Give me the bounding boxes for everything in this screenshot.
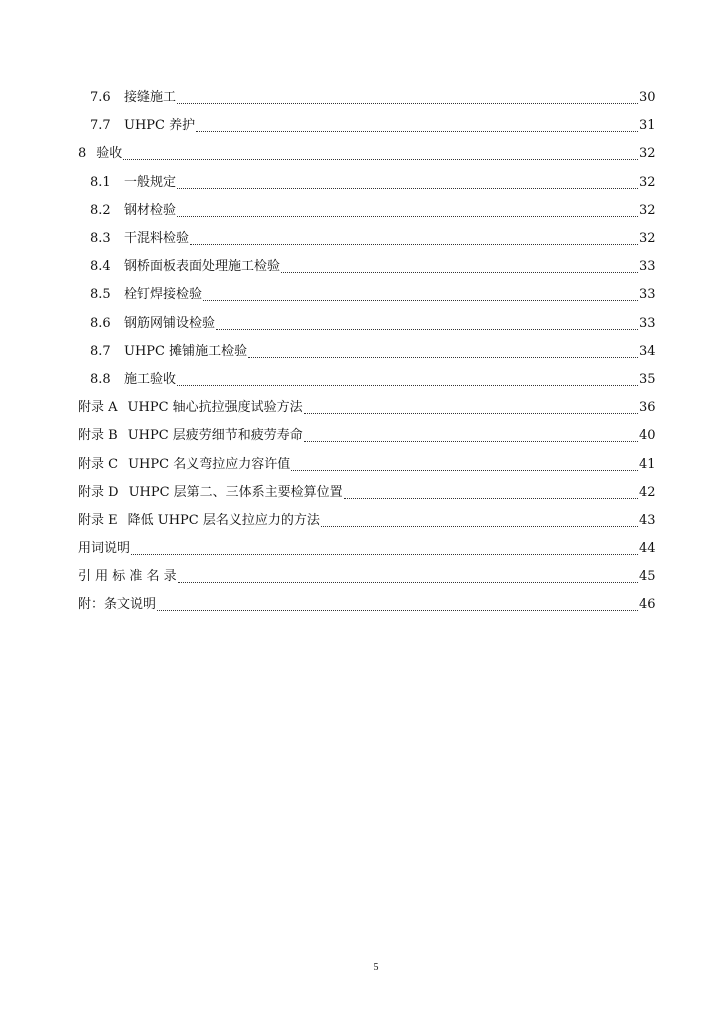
toc-entry-title: 栓钉焊接检验 [124, 287, 203, 303]
toc-entry-number: 附录 D [78, 484, 119, 500]
dot-leader [177, 102, 638, 104]
toc-entry-number: 附录 B [78, 428, 118, 444]
toc-entry-page: 44 [639, 541, 656, 557]
dot-leader [177, 187, 638, 189]
dot-leader [203, 299, 638, 301]
toc-entry-title: UHPC 层第二、三体系主要检算位置 [128, 484, 343, 500]
toc-entry[interactable] [0, 563, 724, 591]
toc-entry-title: UHPC 层疲劳细节和疲劳寿命 [127, 428, 303, 444]
dot-leader [177, 384, 638, 386]
dot-leader [304, 412, 638, 414]
toc-entry-number: 8.4 [90, 259, 111, 275]
toc-entry[interactable] [0, 281, 724, 309]
dot-leader [281, 271, 638, 273]
toc-entry[interactable] [0, 197, 724, 225]
toc-entry-title: 钢材检验 [124, 202, 177, 218]
toc-entry[interactable] [0, 253, 724, 281]
toc-entry-title: UHPC 摊铺施工检验 [124, 343, 248, 359]
dot-leader [291, 469, 638, 471]
toc-entry-page: 35 [639, 371, 656, 387]
toc-entry[interactable] [0, 310, 724, 338]
toc-entry-number: 附录 E [78, 512, 118, 528]
dot-leader [178, 581, 638, 583]
toc-entry-number: 附录 C [78, 456, 119, 472]
toc-entry-title: 钢筋网铺设检验 [124, 315, 216, 331]
dot-leader [157, 609, 638, 611]
toc-entry-number: 8.6 [90, 315, 111, 331]
toc-entry-number: 8.5 [90, 287, 111, 303]
toc-entry-page: 46 [639, 597, 656, 613]
toc-entry-page: 33 [639, 315, 656, 331]
dot-leader [344, 497, 638, 499]
dot-leader [196, 130, 638, 132]
toc-entry-page: 41 [639, 456, 656, 472]
toc-entry-number: 附录 A [78, 400, 118, 416]
toc-entry-page: 32 [639, 174, 656, 190]
toc-entry-title: 钢桥面板表面处理施工检验 [124, 259, 281, 275]
toc-entry-title: UHPC 名义弯拉应力容许值 [128, 456, 291, 472]
toc-entry[interactable] [0, 338, 724, 366]
toc-entry-page: 31 [639, 118, 656, 134]
toc-entry-number: 7.6 [90, 90, 111, 106]
dot-leader [321, 525, 638, 527]
dot-leader [216, 328, 638, 330]
dot-leader [177, 215, 638, 217]
dot-leader [304, 440, 638, 442]
toc-entry-title: 干混料检验 [124, 231, 190, 247]
toc-entry-page: 32 [639, 202, 656, 218]
toc-entry[interactable] [0, 591, 724, 619]
toc-entry-title: 用词说明 [78, 541, 131, 557]
toc-entry-page: 30 [639, 90, 656, 106]
toc-entry-page: 40 [639, 428, 656, 444]
toc-entry-page: 36 [639, 400, 656, 416]
toc-entry[interactable] [0, 366, 724, 394]
toc-entry-number: 8.7 [90, 343, 111, 359]
toc-entry[interactable] [0, 479, 724, 507]
toc-entry-title: 验收 [96, 146, 123, 162]
dot-leader [248, 356, 638, 358]
toc-entry-title: 接缝施工 [124, 90, 177, 106]
toc-entry-number: 8.2 [90, 202, 111, 218]
page-number: 5 [373, 962, 379, 973]
toc-entry-title: UHPC 养护 [124, 118, 196, 134]
toc-entry-page: 43 [639, 512, 656, 528]
dot-leader [131, 553, 638, 555]
toc-entry[interactable] [0, 140, 724, 168]
toc-entry[interactable] [0, 394, 724, 422]
toc-entry-page: 32 [639, 231, 656, 247]
toc-entry-title: 降低 UHPC 层名义拉应力的方法 [127, 512, 320, 528]
toc-entry-page: 45 [639, 569, 656, 585]
toc-entry-number: 8.3 [90, 231, 111, 247]
toc-entry[interactable] [0, 422, 724, 450]
toc-entry-number: 7.7 [90, 118, 111, 134]
toc-entry-title: 施工验收 [124, 371, 177, 387]
toc-entry[interactable] [0, 535, 724, 563]
table-of-contents [0, 84, 724, 620]
toc-entry-page: 42 [639, 484, 656, 500]
toc-entry-page: 33 [639, 259, 656, 275]
toc-entry-page: 34 [639, 343, 656, 359]
toc-entry-number: 8.1 [90, 174, 111, 190]
toc-entry[interactable] [0, 112, 724, 140]
dot-leader [123, 158, 638, 160]
toc-entry[interactable] [0, 507, 724, 535]
toc-entry-title: 一般规定 [124, 174, 177, 190]
toc-entry-page: 33 [639, 287, 656, 303]
toc-entry-title: UHPC 轴心抗拉强度试验方法 [127, 400, 303, 416]
toc-entry-page: 32 [639, 146, 656, 162]
toc-entry[interactable] [0, 169, 724, 197]
toc-entry-number: 8.8 [90, 371, 111, 387]
toc-entry[interactable] [0, 84, 724, 112]
toc-entry[interactable] [0, 450, 724, 478]
toc-entry-title: 附：条文说明 [78, 597, 157, 613]
toc-entry-title: 引 用 标 准 名 录 [78, 569, 177, 585]
toc-entry-number: 8 [78, 146, 87, 162]
toc-entry[interactable] [0, 225, 724, 253]
dot-leader [190, 243, 638, 245]
